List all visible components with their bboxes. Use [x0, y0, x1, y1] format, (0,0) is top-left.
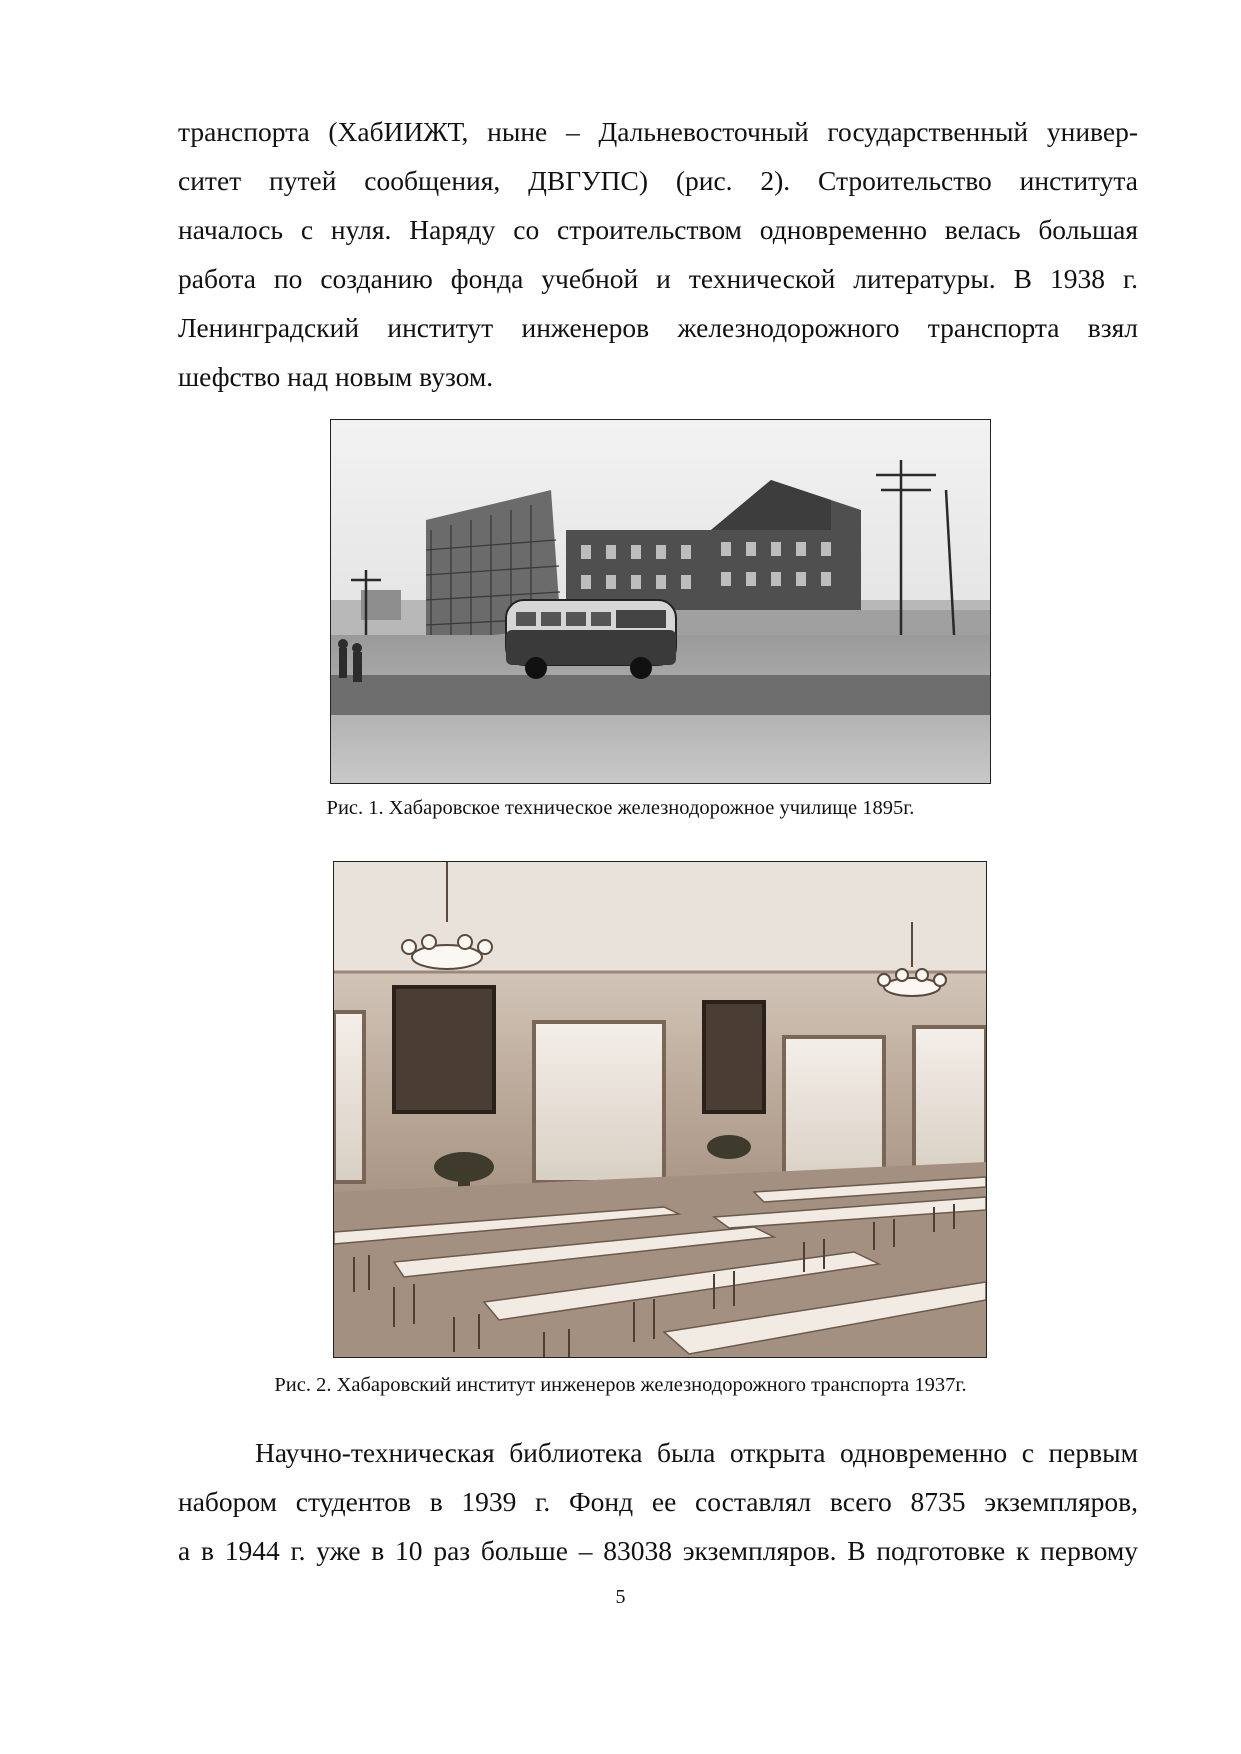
text-line: Научно-техническая библиотека была открыта одновременно с первым: [255, 1437, 1138, 1468]
figure-2-image: [334, 862, 986, 1357]
text-line: набором студентов в 1939 г. Фонд ее составлял всего 8735 экземпляров,: [178, 1486, 1138, 1517]
text-line: транспорта (ХабИИЖТ, ныне – Дальневосточный государственный универ-: [178, 116, 1138, 147]
text-line: Ленинградский институт инженеров железнодорожного транспорта взял: [178, 312, 1138, 343]
figure-2-photo: [333, 861, 987, 1358]
figure-2-caption: Рис. 2. Хабаровский институт инженеров железнодорожного транспорта 1937г.: [274, 1374, 967, 1396]
figure-1-photo: [330, 419, 991, 784]
text-line: работа по созданию фонда учебной и технической литературы. В 1938 г.: [178, 263, 1138, 294]
paragraph-bottom: [178, 1428, 1138, 1575]
text-line: а в 1944 г. уже в 10 раз больше – 83038 экземпляров. В подготовке к первому: [178, 1535, 1138, 1566]
figure-1-caption: Рис. 1. Хабаровское техническое железнодорожное училище 1895г.: [326, 797, 915, 819]
text-line: ситет путей сообщения, ДВГУПС) (рис. 2). Строительство института: [178, 165, 1138, 196]
paragraph-top: [178, 107, 1138, 401]
text-line: шефство над новым вузом.: [178, 361, 494, 392]
page-number: 5: [615, 1586, 626, 1608]
text-line: началось с нуля. Наряду со строительством одновременно велась большая: [178, 214, 1138, 245]
figure-1-image: [331, 420, 990, 783]
